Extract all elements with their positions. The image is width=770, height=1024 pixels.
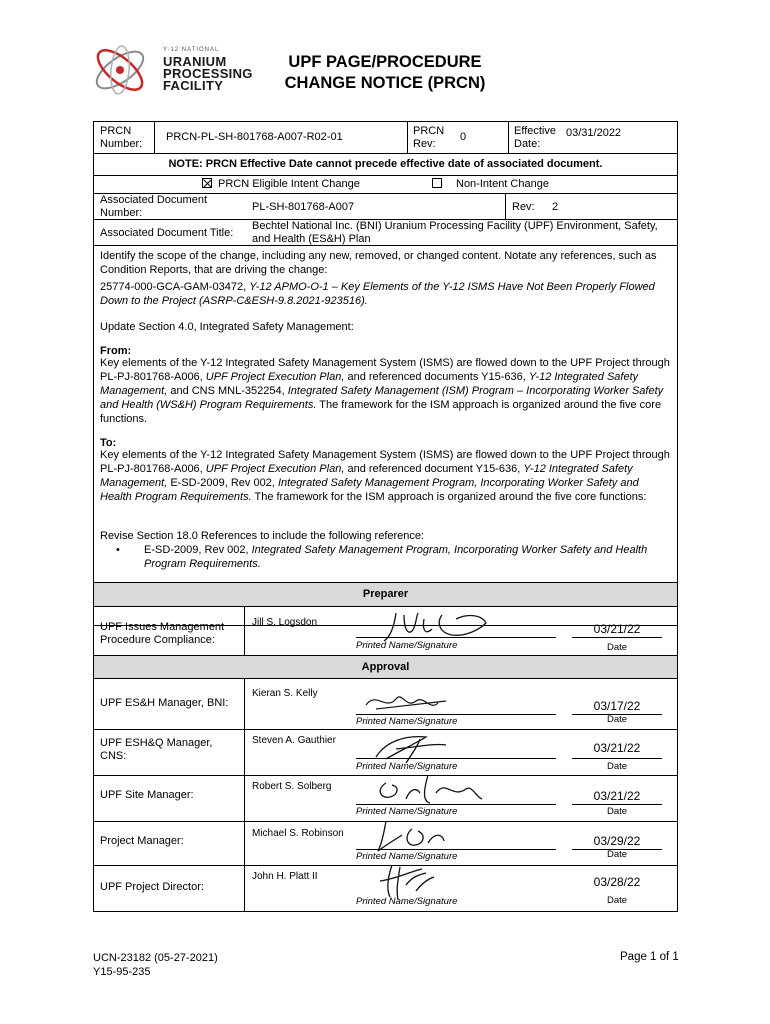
preparer-date-caption: Date	[606, 642, 628, 653]
approver-3-date: 03/21/22	[593, 789, 641, 803]
assoc-doc-title-value: Bechtel National Inc. (BNI) Uranium Processing Facility (UPF) Environment, Safety, and Health (ES&H) Plan	[252, 220, 658, 245]
approver-3-name: Robert S. Solberg	[252, 781, 332, 792]
approver-2-role: UPF ESH&Q Manager, CNS:	[100, 737, 213, 762]
approver-3-name-caption: Printed Name/Signature	[356, 806, 458, 817]
logo-line-1: URANIUM	[163, 54, 227, 69]
reference-prefix: 25774-000-GCA-GAM-03472,	[100, 281, 247, 293]
scope-instruction: Identify the scope of the change, including any new, removed, or changed content. Notate any references, such as Condition Reports, that are driving the change:	[100, 250, 657, 276]
footer-retention: Y15-95-235	[93, 966, 151, 978]
approver-2-name: Steven A. Gauthier	[252, 735, 336, 746]
prcn-id-row	[94, 122, 677, 154]
to-text-1: Key elements of the Y-12 Integrated Safety Management System (ISMS) are flowed down to the UPF Project through PL-PJ-801768-A006,	[100, 449, 670, 475]
approval-header: Approval	[94, 655, 677, 679]
bullet-title: Integrated Safety Management Program, Incorporating Worker Safety and Health Program Requirements.	[144, 544, 648, 570]
reference-paragraph	[100, 280, 672, 308]
prcn-rev-value: 0	[460, 131, 467, 143]
approver-1-role: UPF ES&H Manager, BNI:	[100, 697, 229, 709]
non-intent-change-label: Non-Intent Change	[456, 178, 549, 190]
approver-5-role: UPF Project Director:	[100, 881, 204, 893]
to-text-6: Integrated Safety Management Program, Incorporating Worker Safety and Health Program Requirements.	[100, 477, 639, 503]
assoc-doc-title-label: Associated Document Title:	[100, 227, 234, 239]
approver-3-signature	[356, 769, 496, 809]
bullet-icon: •	[116, 544, 120, 556]
approver-1-date-caption: Date	[606, 714, 628, 725]
from-text-1: Key elements of the Y-12 Integrated Safety Management System (ISMS) are flowed down to the UPF Project through PL-PJ-801768-A006,	[100, 357, 670, 383]
approver-4-date-caption: Date	[606, 849, 628, 860]
logo-line-2: PROCESSING	[163, 66, 253, 81]
from-text-4: Y-12 Integrated Safety Management,	[100, 371, 639, 397]
reference-bullet	[116, 543, 666, 571]
intent-change-label: PRCN Eligible Intent Change	[218, 178, 360, 190]
from-text-6: Integrated Safety Management (ISM) Program – Incorporating Worker Safety and Health (WS&H) Program Requirements.	[100, 385, 664, 411]
title-line-2: CHANGE NOTICE (PRCN)	[284, 74, 486, 92]
title-line-1: UPF PAGE/PROCEDURE	[288, 53, 482, 71]
approver-1-name: Kieran S. Kelly	[252, 688, 318, 699]
document-title	[255, 52, 515, 94]
intent-row	[94, 176, 677, 194]
assoc-doc-number-row	[94, 194, 677, 220]
from-paragraph	[100, 356, 672, 426]
approver-5-name: John H. Platt II	[252, 871, 318, 882]
approver-5-signature	[356, 861, 496, 901]
logo-subtitle: Y-12 NATIONAL	[163, 47, 220, 53]
to-text-7: The framework for the ISM approach is organized around the five core functions:	[254, 491, 647, 503]
footer-form-number: UCN-23182 (05-27-2021)	[93, 952, 218, 964]
assoc-doc-number-label: Associated Document Number:	[100, 194, 207, 219]
effective-date-label: Effective Date:	[514, 125, 556, 150]
approver-1-date: 03/17/22	[593, 699, 641, 713]
approver-5-date: 03/28/22	[593, 875, 641, 889]
intent-change-option[interactable]	[202, 178, 360, 191]
approver-1-name-caption: Printed Name/Signature	[356, 716, 458, 727]
bullet-text	[144, 543, 666, 571]
approver-5-date-caption: Date	[606, 895, 628, 906]
effective-date-value: 03/31/2022	[566, 127, 622, 139]
from-text-7: The framework for the ISM approach is organized around the five core functions.	[100, 399, 662, 425]
preparer-role: UPF Issues Management Procedure Compliance:	[100, 621, 225, 646]
assoc-rev-value: 2	[552, 201, 559, 213]
approver-4-name: Michael S. Robinson	[252, 828, 344, 839]
approver-1-signature	[356, 681, 496, 721]
approver-4-name-caption: Printed Name/Signature	[356, 851, 458, 862]
prcn-form	[93, 121, 678, 626]
note-row	[94, 154, 677, 176]
approver-5-name-caption: Printed Name/Signature	[356, 896, 458, 907]
approver-3-role: UPF Site Manager:	[100, 789, 194, 801]
from-label: From:	[100, 345, 132, 357]
preparer-name-caption: Printed Name/Signature	[356, 640, 458, 651]
preparer-header: Preparer	[94, 583, 677, 607]
unchecked-box-icon[interactable]	[432, 178, 442, 188]
approver-4-role: Project Manager:	[100, 835, 184, 847]
from-text-5: and CNS MNL-352254,	[170, 385, 285, 397]
approver-2-name-caption: Printed Name/Signature	[356, 761, 458, 772]
to-text-4: Y-12 Integrated Safety Management,	[100, 463, 633, 489]
update-section-text: Update Section 4.0, Integrated Safety Management:	[100, 321, 354, 333]
assoc-rev-label: Rev:	[512, 201, 535, 213]
upf-logo-text	[163, 44, 253, 92]
non-intent-change-option[interactable]	[432, 178, 549, 191]
approver-4-date: 03/29/22	[593, 834, 641, 848]
bullet-prefix: E-SD-2009, Rev 002,	[144, 544, 249, 556]
signature-table	[93, 582, 678, 912]
approver-3-date-caption: Date	[606, 806, 628, 817]
assoc-doc-number-value: PL-SH-801768-A007	[252, 201, 355, 213]
prcn-number-label: PRCN Number:	[100, 125, 143, 150]
checked-box-icon[interactable]	[202, 178, 212, 188]
logo-line-3: FACILITY	[163, 78, 224, 93]
reference-title: Y-12 APMO-O-1 – Key Elements of the Y-12 ISMS Have Not Been Properly Flowed Down to the Project (ASRP-C&ESH-9.8.2021-923516).	[100, 281, 655, 307]
effective-date-note: NOTE: PRCN Effective Date cannot precede effective date of associated document.	[168, 158, 603, 170]
page-number: Page 1 of 1	[620, 951, 679, 963]
to-text-5: E-SD-2009, Rev 002,	[170, 477, 275, 489]
from-text-3: and referenced documents Y15-636,	[347, 371, 526, 383]
from-text-2: UPF Project Execution Plan,	[205, 371, 345, 383]
to-text-3: and referenced document Y15-636,	[347, 463, 521, 475]
prcn-rev-label: PRCN Rev:	[413, 125, 445, 150]
to-text-2: UPF Project Execution Plan,	[205, 463, 345, 475]
approver-2-date: 03/21/22	[593, 741, 641, 755]
revise-section-text: Revise Section 18.0 References to include the following reference:	[100, 530, 425, 542]
prcn-number-value: PRCN-PL-SH-801768-A007-R02-01	[166, 131, 343, 143]
preparer-name: Jill S. Logsdon	[252, 617, 318, 628]
to-label: To:	[100, 437, 117, 449]
approver-2-date-caption: Date	[606, 761, 628, 772]
footer-form-info	[93, 951, 218, 979]
assoc-doc-title-row	[94, 220, 677, 246]
preparer-signature	[356, 605, 496, 645]
to-paragraph	[100, 448, 672, 504]
preparer-date: 03/21/22	[593, 622, 641, 636]
